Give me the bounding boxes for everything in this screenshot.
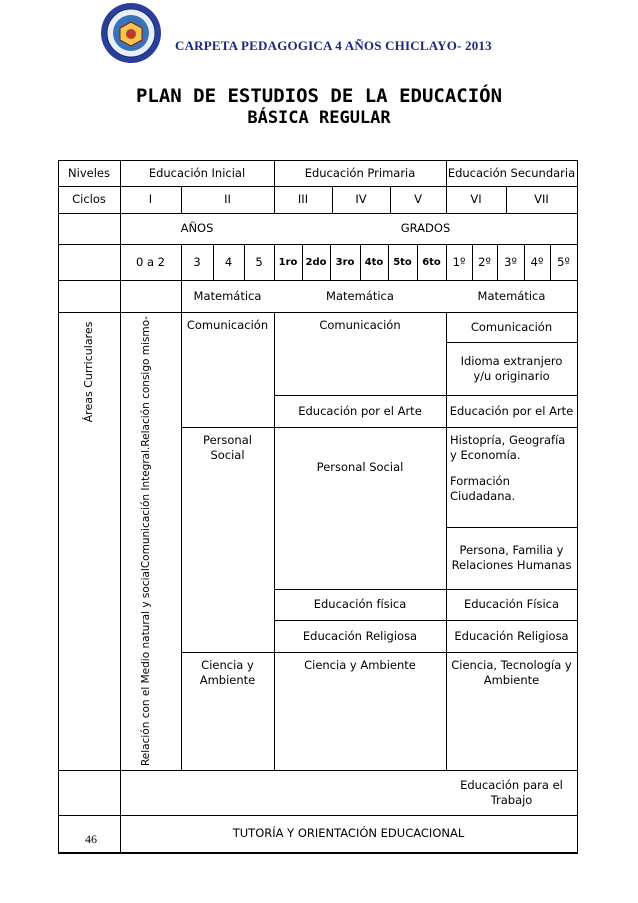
grado-cell: 3º <box>504 254 517 269</box>
primaria-religiosa: Educación Religiosa <box>302 628 418 643</box>
grado-cell: 2do <box>305 256 327 268</box>
ciclo-cell: III <box>297 192 309 206</box>
grado-cell: 4to <box>364 256 384 268</box>
primaria-matematica: Matemática <box>326 288 394 303</box>
secundaria-arte: Educación por el Arte <box>449 403 574 418</box>
ciclo-cell: I <box>148 192 153 206</box>
secundaria-ciencia: Ciencia, Tecnología y Ambiente <box>451 658 572 687</box>
nivel-primaria: Educación Primaria <box>304 165 416 180</box>
grado-cell: 3ro <box>335 256 355 268</box>
grado-cell: 5to <box>393 256 412 268</box>
secundaria-comunicacion: Comunicación <box>470 319 553 334</box>
primaria-comunicacion: Comunicación <box>319 318 401 332</box>
secundaria-idioma: Idioma extranjero y/u originario <box>460 353 563 383</box>
ciclo-cell: VI <box>470 192 482 206</box>
grado-cell: 5º <box>557 254 570 269</box>
page-title-line1: PLAN DE ESTUDIOS DE LA EDUCACIÓN <box>135 85 503 107</box>
grado-cell: 2º <box>478 254 491 269</box>
ano-cell: 5 <box>255 254 263 269</box>
ciclo-cell: IV <box>355 192 367 206</box>
areas-curriculares-label: Áreas Curriculares <box>82 321 95 423</box>
secundaria-historia: Histopría, Geografía y Economía. <box>450 433 566 462</box>
grado-cell: 4º <box>530 254 544 269</box>
header-title: CARPETA PEDAGOGICA 4 AÑOS CHICLAYO- 2013 <box>175 38 492 53</box>
secundaria-fisica: Educación Física <box>463 597 560 611</box>
ciclo-cell: V <box>414 192 422 206</box>
grado-cell: 1ro <box>278 256 298 268</box>
anos-label: AÑOS <box>180 221 214 235</box>
grados-label: GRADOS <box>400 221 451 235</box>
inicial-personal-social: Personal Social <box>203 433 252 462</box>
primaria-fisica: Educación física <box>313 597 407 611</box>
page-number: 46 <box>85 832 97 846</box>
secundaria-religiosa: Educación Religiosa <box>454 628 569 643</box>
ano-cell: 3 <box>193 254 201 269</box>
nivel-secundaria: Educación Secundaria <box>447 165 576 180</box>
primaria-ciencia: Ciencia y Ambiente <box>304 658 416 672</box>
tutoria-row: TUTORÍA Y ORIENTACIÓN EDUCACIONAL <box>232 826 465 840</box>
nivel-inicial: Educación Inicial <box>148 165 246 180</box>
secundaria-matematica: Matemática <box>477 288 546 303</box>
ciclo-cell: II <box>224 192 231 206</box>
inicial-ciencia: Ciencia y Ambiente <box>199 658 256 687</box>
page-title-line2: BÁSICA REGULAR <box>247 108 391 128</box>
primaria-arte: Educación por el Arte <box>298 403 422 418</box>
ano-cell: 0 a 2 <box>136 254 165 269</box>
ciclos-label: Ciclos <box>72 192 106 206</box>
ciclo-cell: VII <box>534 192 549 206</box>
ano-cell: 4 <box>224 254 233 269</box>
secundaria-trabajo: Educación para el Trabajo <box>460 777 563 807</box>
primaria-personal-social: Personal Social <box>316 459 404 474</box>
relacion-vertical-label: Relación con el Medio natural y socialComunicación Integral.Relación consigo mismo- <box>140 315 152 767</box>
grado-cell: 1º <box>452 254 466 269</box>
inicial-comunicacion: Comunicación <box>186 318 269 332</box>
inicial-matematica: Matemática <box>193 288 262 303</box>
school-seal-icon <box>96 0 166 70</box>
secundaria-persona-familia: Persona, Familia y Relaciones Humanas <box>451 543 572 572</box>
secundaria-formacion: Formación Ciudadana. <box>450 474 516 503</box>
grado-cell: 6to <box>422 256 441 268</box>
niveles-label: Niveles <box>68 165 110 180</box>
